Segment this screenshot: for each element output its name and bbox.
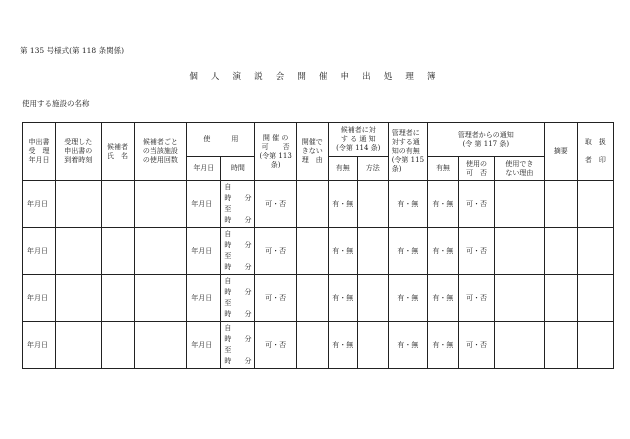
reason-cannot-hold-cell[interactable] — [296, 322, 328, 369]
application-date-cell[interactable]: 年月日 — [23, 228, 56, 275]
candidate-name-cell[interactable] — [101, 181, 134, 228]
col-usage-date: 年月日 — [187, 157, 221, 181]
col-candidate-name: 候補者 氏 名 — [101, 123, 134, 181]
handler-seal-cell[interactable] — [577, 228, 613, 275]
time-to-label: 至 — [224, 299, 232, 307]
time-from-minute-label: 分 — [244, 241, 252, 249]
candidate-name-cell[interactable] — [101, 228, 134, 275]
document-title: 個 人 演 説 会 開 催 申 出 処 理 簿 — [189, 72, 441, 82]
time-to-label: 至 — [224, 252, 232, 260]
manager-reason-cell[interactable] — [495, 275, 545, 322]
usage-date-cell[interactable]: 年月日 — [187, 228, 221, 275]
manager-reason-cell[interactable] — [495, 228, 545, 275]
manager-notice-cell[interactable]: 有・無 — [388, 181, 427, 228]
form-number: 第 135 号様式(第 118 条関係) — [20, 46, 125, 55]
manager-can-use-cell[interactable]: 可・否 — [458, 181, 494, 228]
usage-count-cell[interactable] — [134, 228, 187, 275]
col-notice-presence: 有無 — [328, 157, 357, 181]
summary-cell[interactable] — [544, 228, 577, 275]
handler-seal-cell[interactable] — [577, 181, 613, 228]
manager-can-use-cell[interactable]: 可・否 — [458, 322, 494, 369]
notice-presence-cell[interactable]: 有・無 — [328, 228, 357, 275]
time-to-minute-label: 分 — [244, 216, 252, 224]
col-notice-method: 方法 — [357, 157, 388, 181]
time-from-hour-label: 時 — [224, 335, 232, 343]
col-received-datetime: 受理した 申出書の 到着時刻 — [56, 123, 101, 181]
header-row-top — [23, 123, 614, 157]
processing-ledger-table — [22, 122, 614, 369]
manager-reason-cell[interactable] — [495, 322, 545, 369]
usage-count-cell[interactable] — [134, 181, 187, 228]
usage-date-cell[interactable]: 年月日 — [187, 275, 221, 322]
ledger-row — [23, 275, 614, 322]
summary-cell[interactable] — [544, 181, 577, 228]
notice-method-cell[interactable] — [357, 275, 388, 322]
manager-notice-cell[interactable]: 有・無 — [388, 322, 427, 369]
col-manager-reason: 使用でき ない理由 — [495, 157, 545, 181]
time-to-hour-label: 時 — [224, 310, 232, 318]
notice-method-cell[interactable] — [357, 228, 388, 275]
ledger-row — [23, 228, 614, 275]
time-to-hour-label: 時 — [224, 263, 232, 271]
usage-count-cell[interactable] — [134, 275, 187, 322]
time-to-minute-label: 分 — [244, 263, 252, 271]
col-handler-seal: 取 扱 者 印 — [577, 123, 613, 181]
time-from-hour-label: 時 — [224, 194, 232, 202]
col-notice-to-candidate: 候補者に対 す る 通 知 (令第 114 条) — [328, 123, 388, 157]
time-to-hour-label: 時 — [224, 216, 232, 224]
handler-seal-cell[interactable] — [577, 322, 613, 369]
time-from-label: 自 — [224, 277, 232, 285]
usage-time-cell[interactable] — [221, 181, 255, 228]
usage-time-cell[interactable] — [221, 228, 255, 275]
col-usage-count: 候補者ごと の当該施設 の使用回数 — [134, 123, 187, 181]
time-from-minute-label: 分 — [244, 194, 252, 202]
manager-notice-cell[interactable]: 有・無 — [388, 275, 427, 322]
manager-presence-cell[interactable]: 有・無 — [427, 181, 458, 228]
ledger-row — [23, 181, 614, 228]
col-manager-presence: 有無 — [427, 157, 458, 181]
col-manager-can-use: 使用の 可 否 — [458, 157, 494, 181]
can-hold-cell[interactable]: 可・否 — [255, 322, 296, 369]
reason-cannot-hold-cell[interactable] — [296, 275, 328, 322]
summary-cell[interactable] — [544, 322, 577, 369]
received-datetime-cell[interactable] — [56, 275, 101, 322]
can-hold-cell[interactable]: 可・否 — [255, 228, 296, 275]
candidate-name-cell[interactable] — [101, 275, 134, 322]
col-usage: 使 用 — [187, 123, 255, 157]
time-to-minute-label: 分 — [244, 357, 252, 365]
col-notice-to-manager: 管理者に 対する通 知の有無 (令第 115 条) — [388, 123, 427, 181]
time-to-hour-label: 時 — [224, 357, 232, 365]
summary-cell[interactable] — [544, 275, 577, 322]
facility-name-label: 使用する施設の名称 — [22, 99, 90, 108]
usage-date-cell[interactable]: 年月日 — [187, 181, 221, 228]
col-reason-cannot-hold: 開催で きない 理 由 — [296, 123, 328, 181]
time-from-label: 自 — [224, 324, 232, 332]
manager-presence-cell[interactable]: 有・無 — [427, 228, 458, 275]
reason-cannot-hold-cell[interactable] — [296, 181, 328, 228]
application-date-cell[interactable]: 年月日 — [23, 322, 56, 369]
notice-presence-cell[interactable]: 有・無 — [328, 322, 357, 369]
col-notice-from-manager: 管理者からの通知 (令 第 117 条) — [427, 123, 544, 157]
time-from-label: 自 — [224, 183, 232, 191]
manager-presence-cell[interactable]: 有・無 — [427, 322, 458, 369]
time-from-minute-label: 分 — [244, 288, 252, 296]
time-from-label: 自 — [224, 230, 232, 238]
time-from-minute-label: 分 — [244, 335, 252, 343]
received-datetime-cell[interactable] — [56, 228, 101, 275]
received-datetime-cell[interactable] — [56, 322, 101, 369]
col-can-hold: 開 催 の 可 否 (令第 113 条) — [255, 123, 296, 181]
received-datetime-cell[interactable] — [56, 181, 101, 228]
manager-can-use-cell[interactable]: 可・否 — [458, 228, 494, 275]
notice-presence-cell[interactable]: 有・無 — [328, 275, 357, 322]
time-from-hour-label: 時 — [224, 288, 232, 296]
ledger-row — [23, 322, 614, 369]
notice-method-cell[interactable] — [357, 181, 388, 228]
can-hold-cell[interactable]: 可・否 — [255, 275, 296, 322]
manager-reason-cell[interactable] — [495, 181, 545, 228]
application-date-cell[interactable]: 年月日 — [23, 275, 56, 322]
manager-can-use-cell[interactable]: 可・否 — [458, 275, 494, 322]
manager-presence-cell[interactable]: 有・無 — [427, 275, 458, 322]
time-from-hour-label: 時 — [224, 241, 232, 249]
reason-cannot-hold-cell[interactable] — [296, 228, 328, 275]
manager-notice-cell[interactable]: 有・無 — [388, 228, 427, 275]
usage-date-cell[interactable]: 年月日 — [187, 322, 221, 369]
usage-time-cell[interactable] — [221, 275, 255, 322]
notice-method-cell[interactable] — [357, 322, 388, 369]
usage-count-cell[interactable] — [134, 322, 187, 369]
usage-time-cell[interactable] — [221, 322, 255, 369]
time-to-minute-label: 分 — [244, 310, 252, 318]
time-to-label: 至 — [224, 205, 232, 213]
handler-seal-cell[interactable] — [577, 275, 613, 322]
col-usage-time: 時間 — [221, 157, 255, 181]
col-summary: 摘要 — [544, 123, 577, 181]
col-application-date: 申出書 受 理 年月日 — [23, 123, 56, 181]
notice-presence-cell[interactable]: 有・無 — [328, 181, 357, 228]
candidate-name-cell[interactable] — [101, 322, 134, 369]
application-date-cell[interactable]: 年月日 — [23, 181, 56, 228]
can-hold-cell[interactable]: 可・否 — [255, 181, 296, 228]
time-to-label: 至 — [224, 346, 232, 354]
